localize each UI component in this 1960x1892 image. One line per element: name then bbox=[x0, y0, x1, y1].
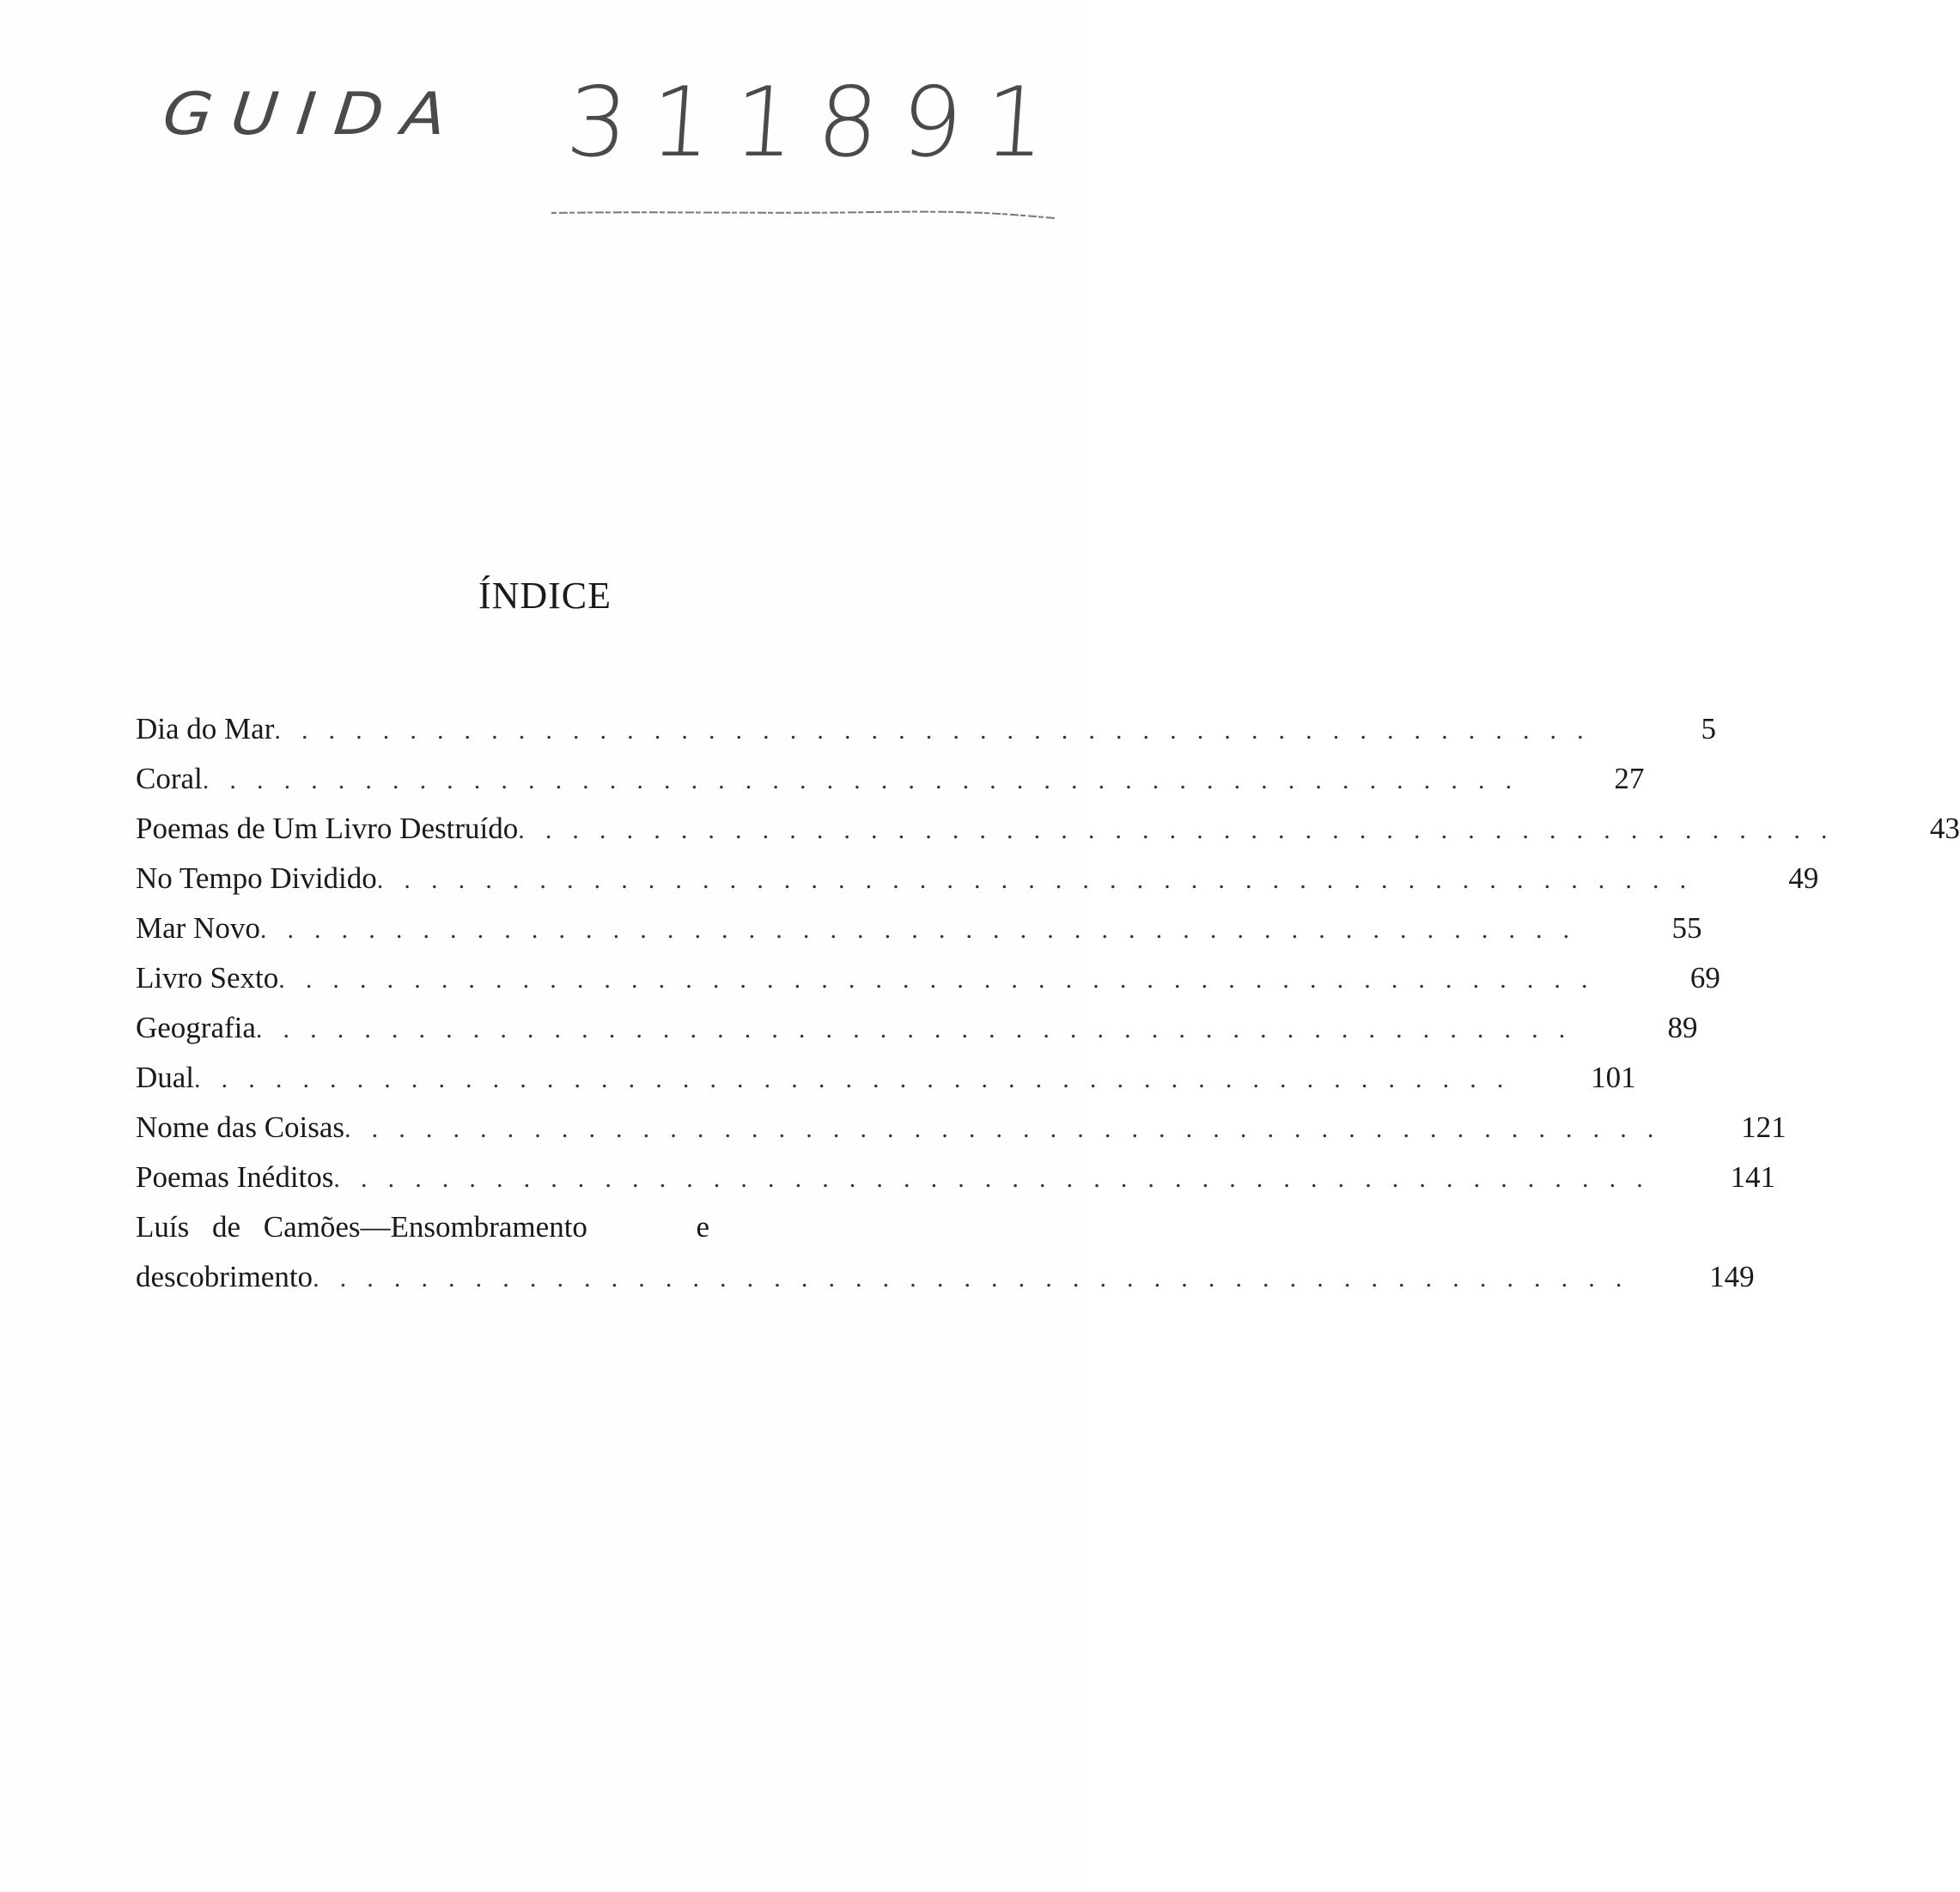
dot-leader: . . . . . . . . . . . . . . . . . . . . . . . . . . . . . . . . . . . . . . . . . . . . . . . . . bbox=[344, 1115, 1661, 1143]
toc-entry-label-line1-trail: e bbox=[696, 1210, 709, 1244]
toc-entry-page: 69 bbox=[1689, 961, 1720, 995]
toc-entry bbox=[136, 754, 1645, 804]
dot-leader: . . . . . . . . . . . . . . . . . . . . . . . . . . . . . . . . . . . . . . . . . . . . . . . . . bbox=[518, 816, 1835, 844]
toc-entry bbox=[136, 1103, 1787, 1153]
dot-leader: . . . . . . . . . . . . . . . . . . . . . . . . . . . . . . . . . . . . . . . . . . . . . . . . . bbox=[278, 965, 1595, 994]
dot-leader: . . . . . . . . . . . . . . . . . . . . . . . . . . . . . . . . . . . . . . . . . . . . . . . . . bbox=[333, 1165, 1650, 1193]
handwritten-number: 311891 bbox=[563, 67, 1073, 179]
toc-entry-label: Poemas Inéditos bbox=[136, 1160, 334, 1194]
dot-leader: . . . . . . . . . . . . . . . . . . . . . . . . . . . . . . . . . . . . . . . . . . . . . . . . . bbox=[194, 1065, 1511, 1093]
toc-entry-label: Mar Novo bbox=[136, 911, 260, 945]
toc-entry bbox=[136, 1053, 1636, 1103]
toc-entry-label: Geografia bbox=[136, 1011, 256, 1044]
toc-entry bbox=[136, 804, 1960, 854]
table-of-contents bbox=[136, 704, 1960, 1302]
toc-entry bbox=[136, 854, 1819, 903]
toc-entry-page: 5 bbox=[1701, 712, 1716, 745]
toc-entry-label: Livro Sexto bbox=[136, 961, 279, 995]
toc-entry-page: 101 bbox=[1591, 1061, 1636, 1094]
dot-leader: . . . . . . . . . . . . . . . . . . . . . . . . . . . . . . . . . . . . . . . . . . . . . . . . . bbox=[376, 866, 1694, 894]
toc-entry-label-line1: Luís de Camões—Ensombramento bbox=[136, 1210, 587, 1244]
index-title: ÍNDICE bbox=[478, 575, 612, 617]
toc-entry-label: No Tempo Dividido bbox=[136, 861, 377, 895]
toc-entry bbox=[136, 953, 1720, 1003]
toc-entry-page: 89 bbox=[1667, 1011, 1698, 1044]
toc-entry-label: Dual bbox=[136, 1061, 195, 1094]
toc-entry-page: 121 bbox=[1741, 1110, 1787, 1144]
toc-entry-label: Poemas de Um Livro Destruído bbox=[136, 812, 519, 845]
toc-entry bbox=[136, 1153, 1775, 1202]
toc-entry-page: 49 bbox=[1788, 861, 1819, 895]
dot-leader: . . . . . . . . . . . . . . . . . . . . . . . . . . . . . . . . . . . . . . . . . . . . . . . . . bbox=[274, 716, 1591, 745]
toc-entry-label: Nome das Coisas bbox=[136, 1110, 345, 1144]
dot-leader: . . . . . . . . . . . . . . . . . . . . . . . . . . . . . . . . . . . . . . . . . . . . . . . . . bbox=[313, 1264, 1629, 1293]
toc-entry bbox=[136, 1003, 1698, 1053]
dot-leader: . . . . . . . . . . . . . . . . . . . . . . . . . . . . . . . . . . . . . . . . . . . . . . . . . bbox=[259, 916, 1577, 944]
toc-entry bbox=[136, 903, 1702, 953]
toc-entry-page: 141 bbox=[1730, 1160, 1775, 1194]
dot-leader: . . . . . . . . . . . . . . . . . . . . . . . . . . . . . . . . . . . . . . . . . . . . . . . . . bbox=[255, 1015, 1573, 1043]
toc-entry bbox=[136, 704, 1716, 754]
toc-entry-multiline-first bbox=[136, 1202, 849, 1252]
toc-entry-label: Coral bbox=[136, 762, 203, 795]
toc-entry-page: 55 bbox=[1671, 911, 1702, 945]
toc-entry-label: Dia do Mar bbox=[136, 712, 275, 745]
handwritten-underline bbox=[550, 206, 1056, 223]
toc-entry-page: 43 bbox=[1929, 812, 1960, 845]
toc-entry-page: 27 bbox=[1614, 762, 1645, 795]
toc-entry-multiline-second bbox=[136, 1252, 1755, 1302]
handwritten-annotation bbox=[137, 52, 1073, 240]
toc-entry-label-line2: descobrimento bbox=[136, 1260, 313, 1293]
toc-entry-page: 149 bbox=[1709, 1260, 1755, 1293]
handwritten-name: GUIDA bbox=[159, 80, 469, 149]
dot-leader: . . . . . . . . . . . . . . . . . . . . . . . . . . . . . . . . . . . . . . . . . . . . . . . . . bbox=[202, 766, 1519, 794]
